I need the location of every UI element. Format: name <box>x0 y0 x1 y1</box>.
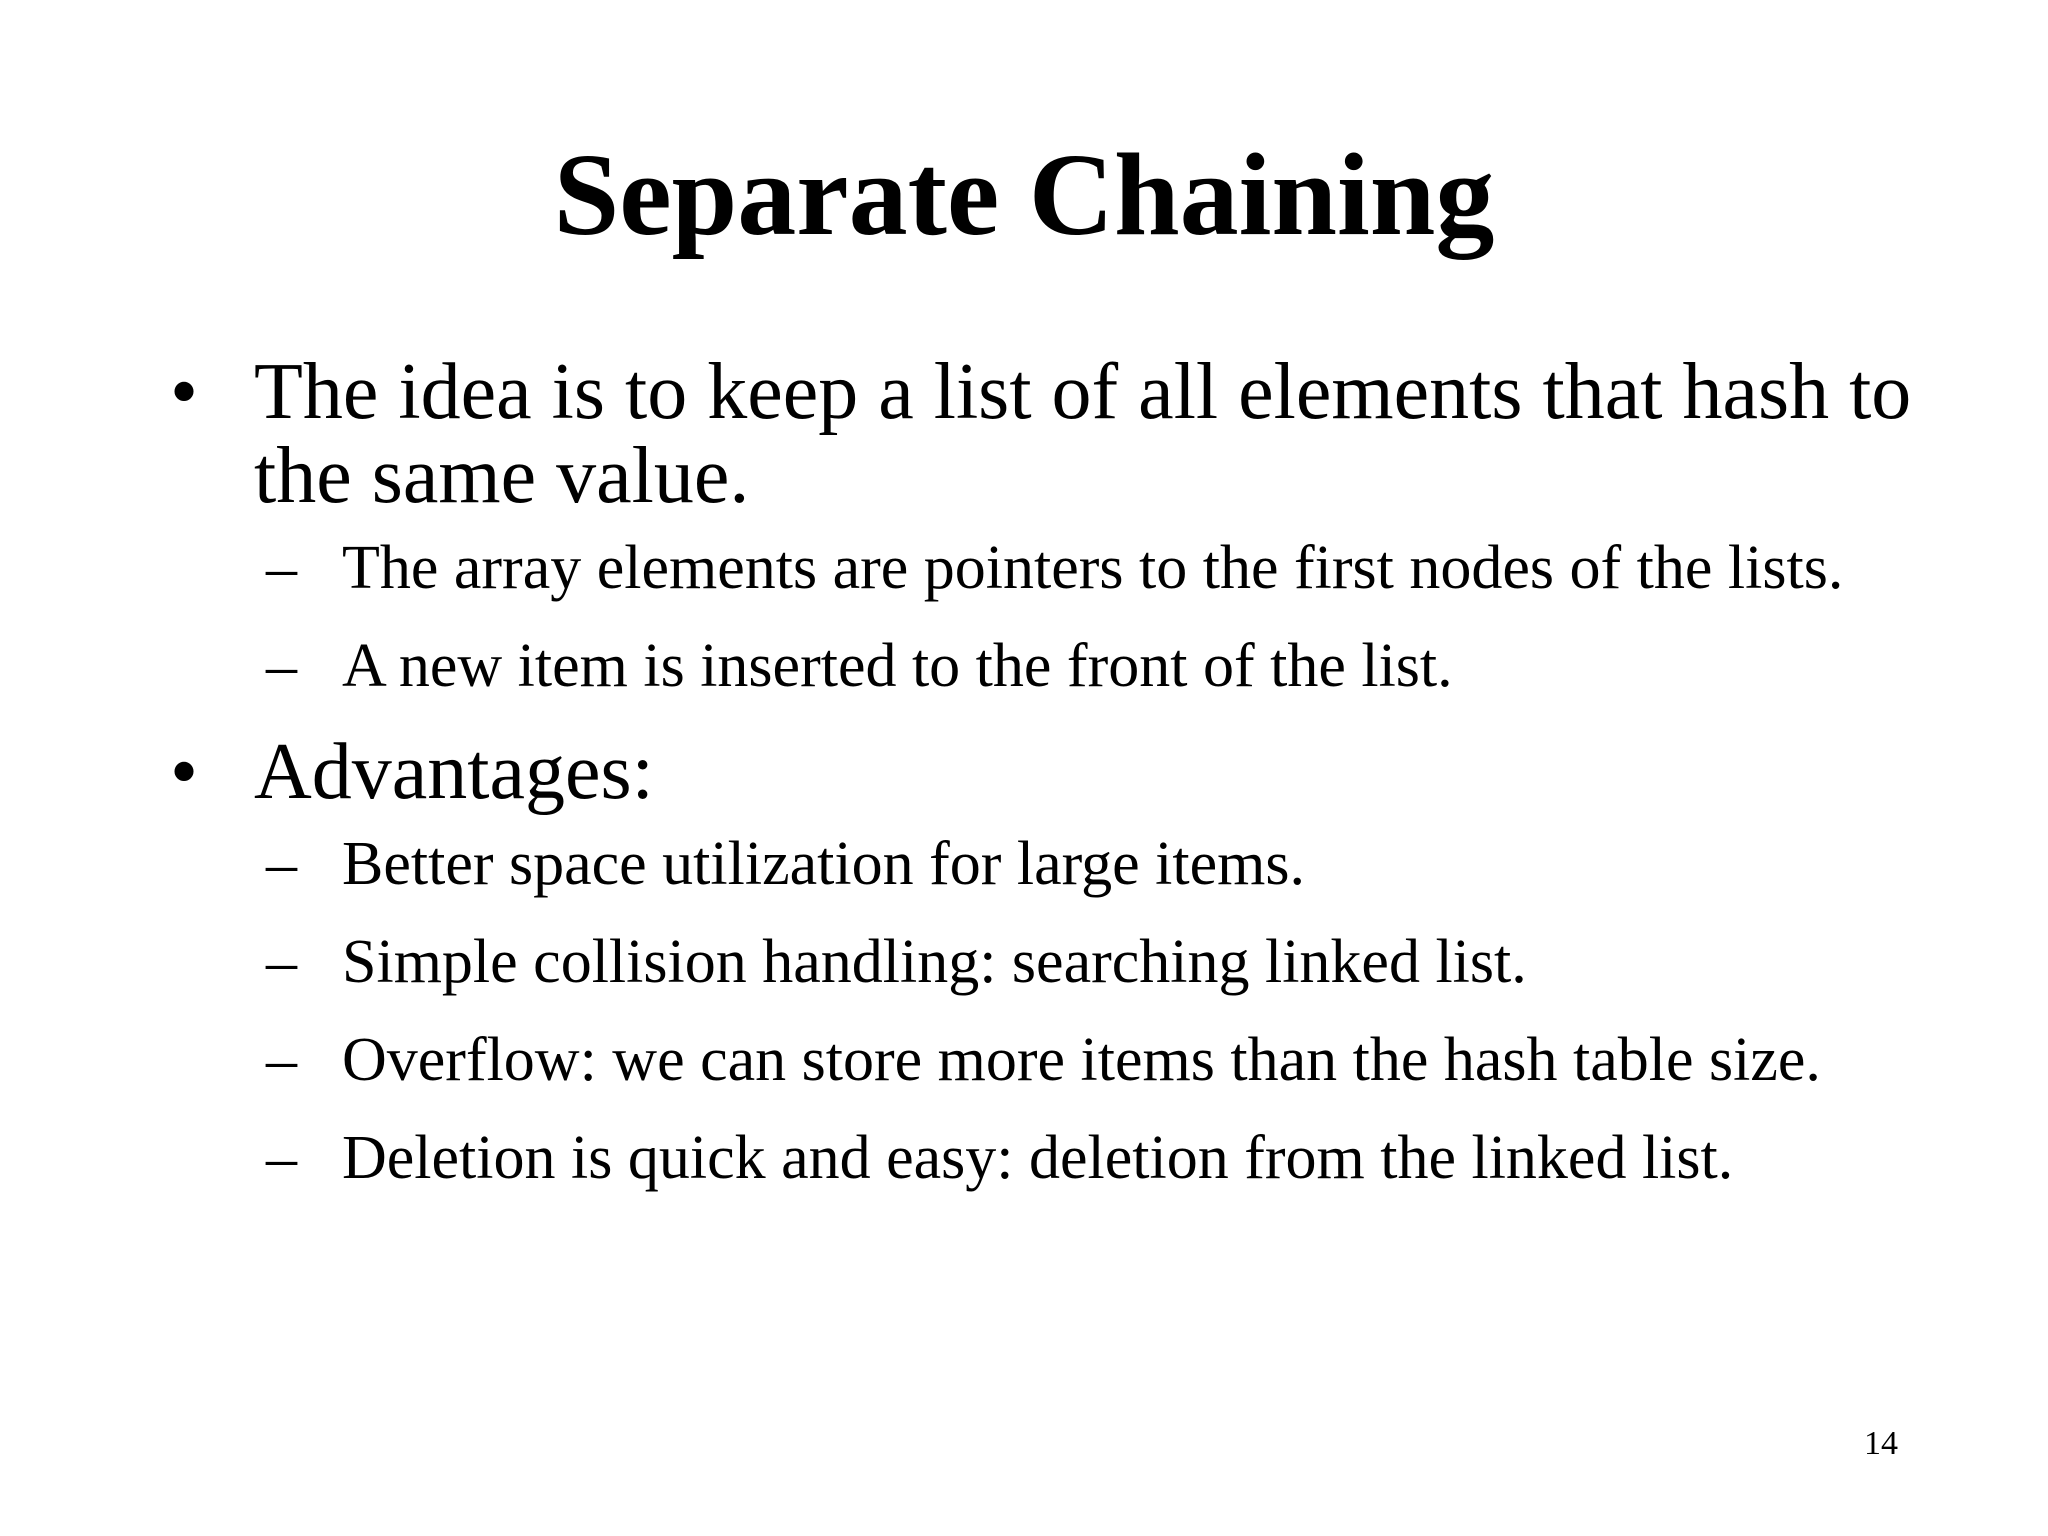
sub-bullet-text: Overflow: we can store more items than the hash table size. <box>342 1026 1821 1094</box>
sub-bullet-item <box>266 1024 1930 1096</box>
sub-bullet-item <box>266 532 1930 604</box>
slide-title: Separate Chaining <box>553 129 1495 260</box>
slide-content <box>170 350 1930 1222</box>
sub-bullet-text: Simple collision handling: searching linked list. <box>342 928 1527 996</box>
sub-bullet-item <box>266 630 1930 702</box>
sub-bullet-text: Deletion is quick and easy: deletion from the linked list. <box>342 1124 1734 1192</box>
sub-bullet-item <box>266 1122 1930 1194</box>
dash-marker: – <box>266 1026 297 1094</box>
page-number: 14 <box>1864 1425 1898 1462</box>
sub-list <box>170 532 1930 702</box>
bullet-item <box>170 730 1930 814</box>
dash-marker: – <box>266 928 297 996</box>
sub-bullet-text: Better space utilization for large items. <box>342 830 1305 898</box>
dash-marker: – <box>266 830 297 898</box>
bullet-text: The idea is to keep a list of all elements that hash to the same value. <box>254 348 1912 520</box>
dash-marker: – <box>266 632 297 700</box>
sub-list <box>170 828 1930 1194</box>
bullet-text: Advantages: <box>254 728 654 816</box>
bullet-item <box>170 350 1930 518</box>
sub-bullet-item <box>266 926 1930 998</box>
bullet-marker: • <box>170 348 199 436</box>
bullet-marker: • <box>170 728 199 816</box>
dash-marker: – <box>266 1124 297 1192</box>
dash-marker: – <box>266 534 297 602</box>
sub-bullet-text: The array elements are pointers to the first nodes of the lists. <box>342 534 1844 602</box>
sub-bullet-item <box>266 828 1930 900</box>
sub-bullet-text: A new item is inserted to the front of the list. <box>342 632 1453 700</box>
